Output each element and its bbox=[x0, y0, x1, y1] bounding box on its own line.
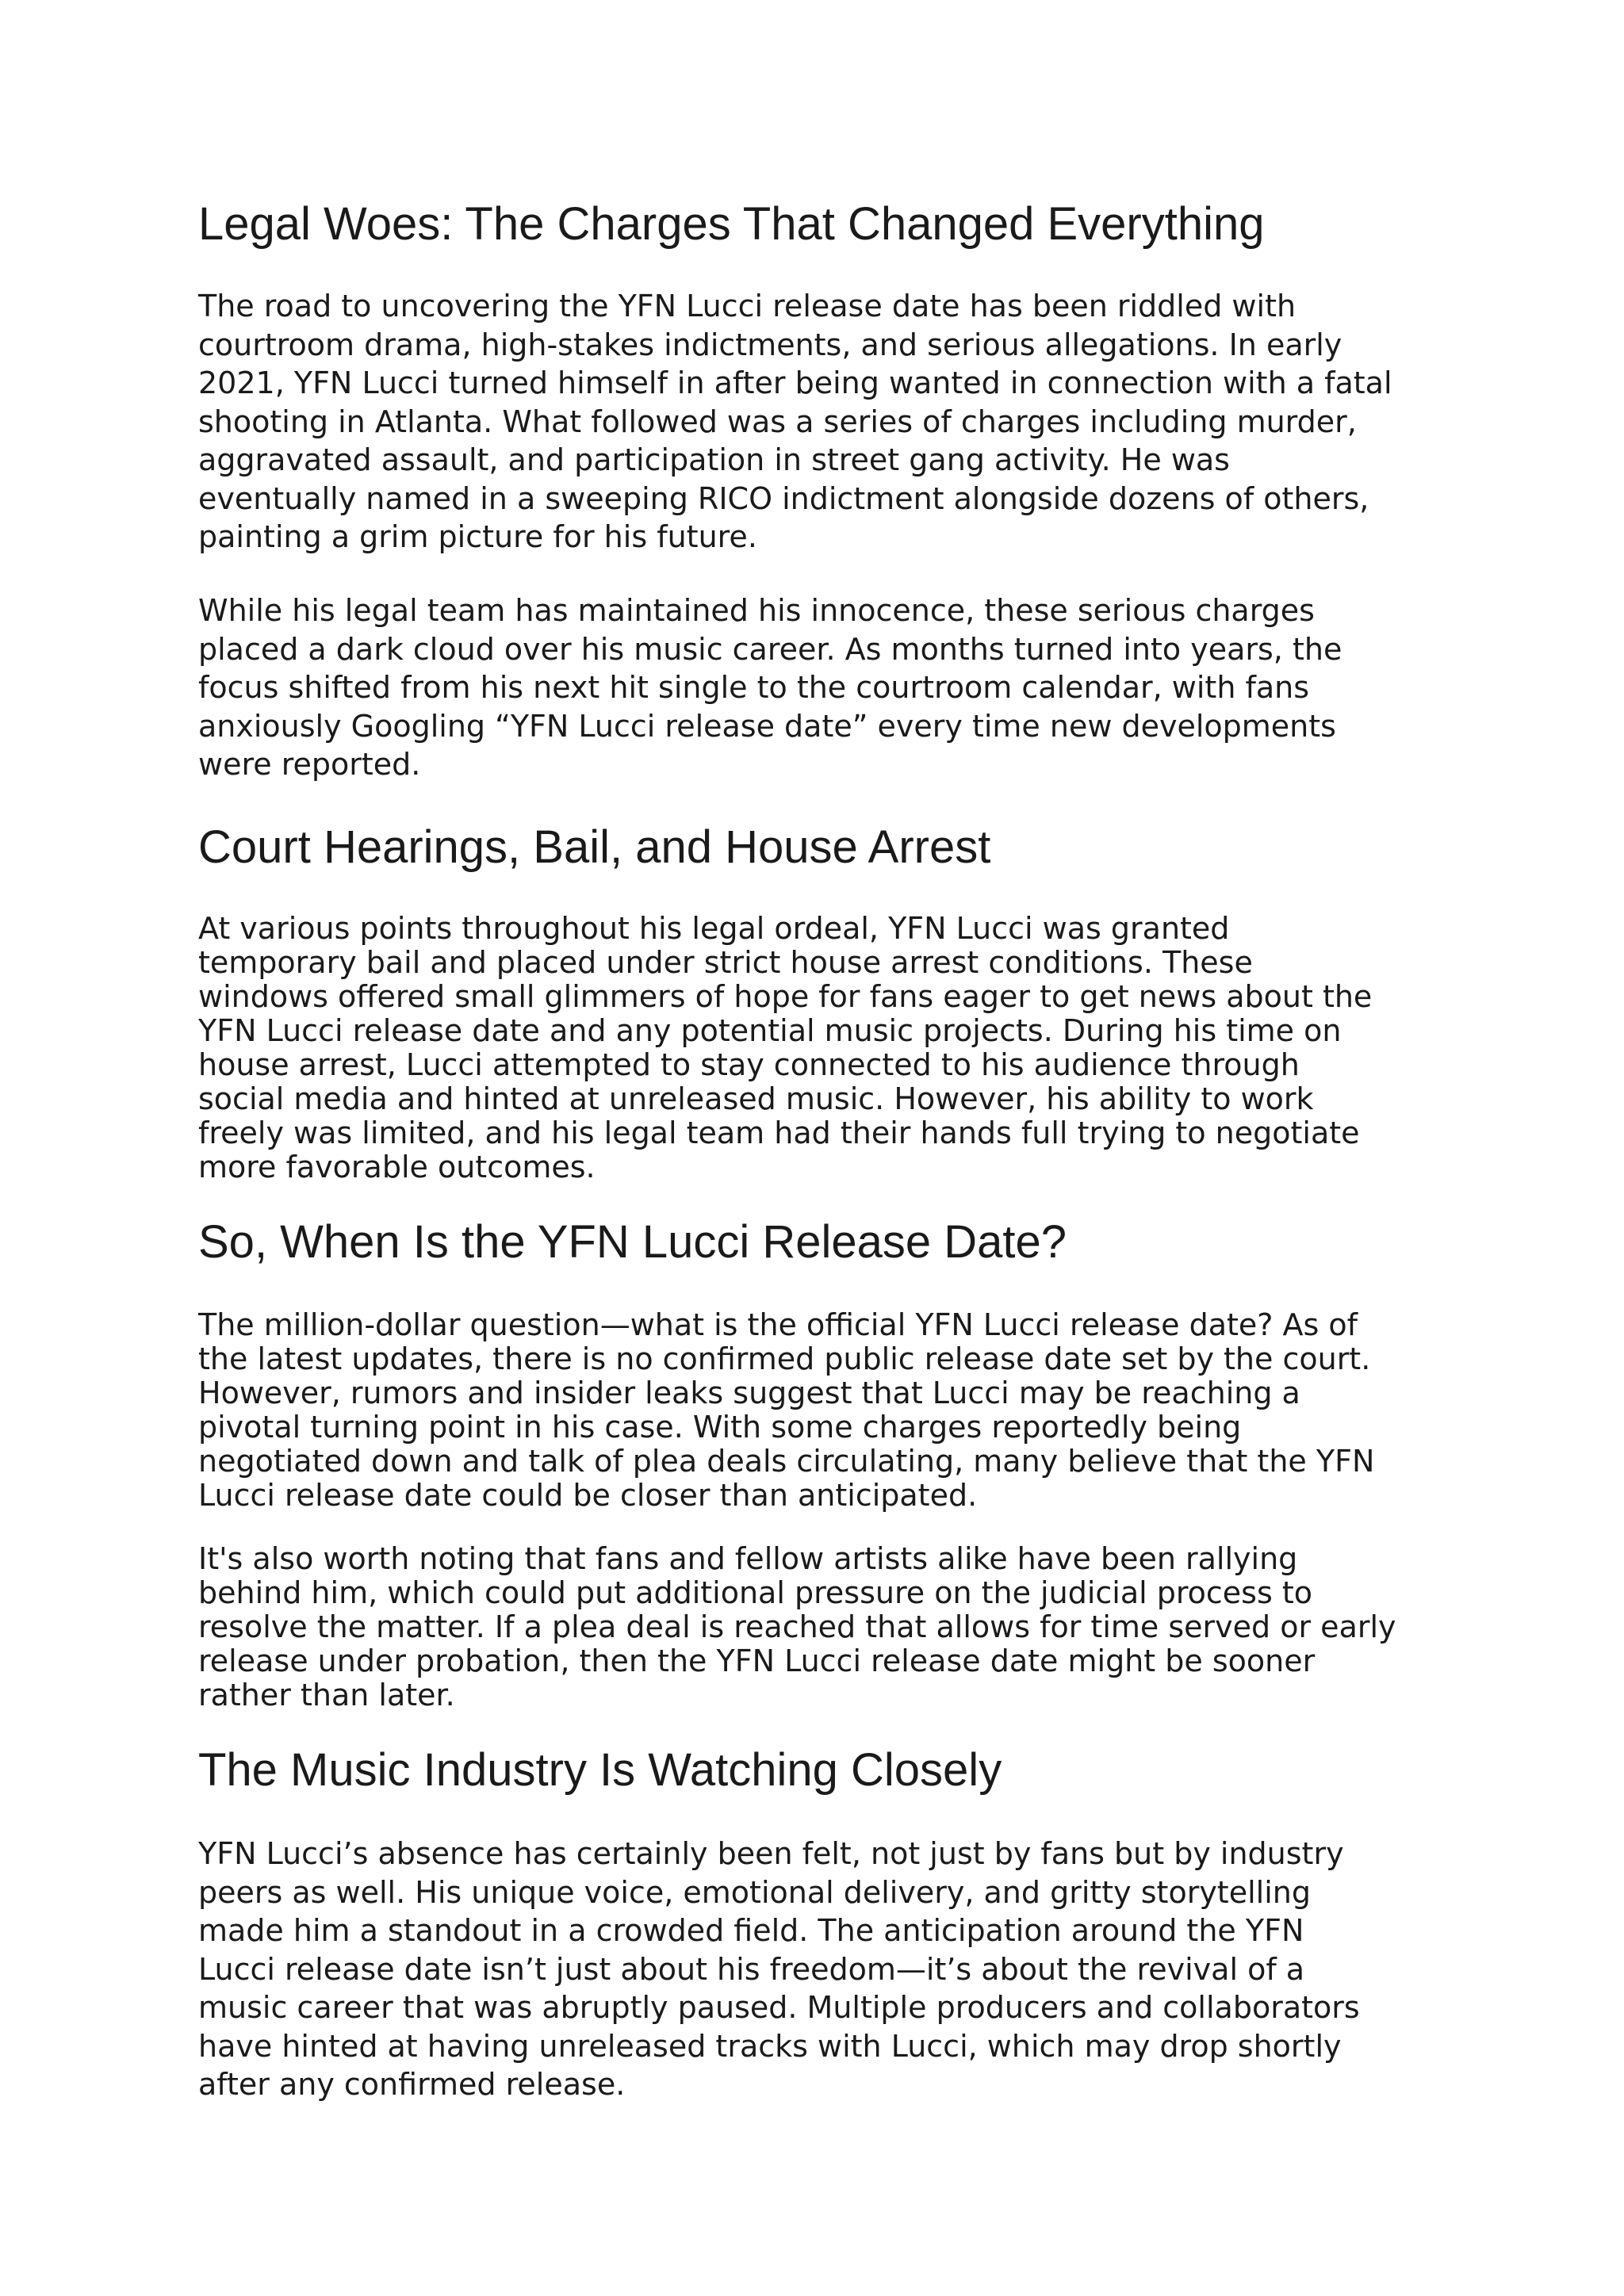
text-line: eventually named in a sweeping RICO indictment alongside dozens of others, bbox=[198, 480, 1369, 516]
text-line: YFN Lucci release date and any potential music projects. During his time on bbox=[198, 1013, 1342, 1048]
text-line: freely was limited, and his legal team had their hands full trying to negotiate bbox=[198, 1115, 1360, 1150]
text-line: more favorable outcomes. bbox=[198, 1150, 596, 1184]
text-line: music career that was abruptly paused. Multiple producers and collaborators bbox=[198, 1990, 1360, 2025]
text-line: behind him, which could put additional pressure on the judicial process to bbox=[198, 1575, 1312, 1610]
text-line: placed a dark cloud over his music career. As months turned into years, the bbox=[198, 631, 1342, 667]
text-line: 2021, YFN Lucci turned himself in after being wanted in connection with a fatal bbox=[198, 365, 1392, 400]
text-line: temporary bail and placed under strict house arrest conditions. These bbox=[198, 945, 1253, 980]
paragraph bbox=[198, 591, 1435, 784]
text-line: social media and hinted at unreleased music. However, his ability to work bbox=[198, 1081, 1314, 1116]
text-line: resolve the matter. If a plea deal is reached that allows for time served or early bbox=[198, 1609, 1396, 1644]
text-line: negotiated down and talk of plea deals circulating, many believe that the YFN bbox=[198, 1444, 1375, 1479]
text-line: At various points throughout his legal ordeal, YFN Lucci was granted bbox=[198, 911, 1230, 946]
section-heading-court-hearings: Court Hearings, Bail, and House Arrest bbox=[198, 821, 991, 873]
text-line: rather than later. bbox=[198, 1678, 455, 1712]
section-heading-music-industry: The Music Industry Is Watching Closely bbox=[198, 1744, 1002, 1796]
text-line: house arrest, Lucci attempted to stay connected to his audience through bbox=[198, 1047, 1300, 1082]
text-line: The million-dollar question—what is the official YFN Lucci release date? As of bbox=[198, 1307, 1358, 1342]
section-heading-release-date: So, When Is the YFN Lucci Release Date? bbox=[198, 1216, 1067, 1268]
text-line: However, rumors and insider leaks suggest that Lucci may be reaching a bbox=[198, 1376, 1300, 1410]
text-line: It's also worth noting that fans and fellow artists alike have been rallying bbox=[198, 1541, 1298, 1576]
text-line: after any confirmed release. bbox=[198, 2067, 626, 2102]
paragraph bbox=[198, 1542, 1435, 1712]
text-line: have hinted at having unreleased tracks with Lucci, which may drop shortly bbox=[198, 2028, 1342, 2064]
text-line: Lucci release date could be closer than anticipated. bbox=[198, 1478, 978, 1513]
text-line: courtroom drama, high-stakes indictments, and serious allegations. In early bbox=[198, 327, 1342, 362]
text-line: windows offered small glimmers of hope for fans eager to get news about the bbox=[198, 979, 1373, 1014]
text-line: peers as well. His unique voice, emotional delivery, and gritty storytelling bbox=[198, 1874, 1311, 1910]
text-line: shooting in Atlanta. What followed was a series of charges including murder, bbox=[198, 404, 1357, 439]
text-line: YFN Lucci’s absence has certainly been felt, not just by fans but by industry bbox=[198, 1836, 1344, 1871]
section-heading-legal-woes: Legal Woes: The Charges That Changed Everything bbox=[198, 198, 1265, 250]
paragraph bbox=[198, 287, 1435, 557]
paragraph bbox=[198, 912, 1435, 1184]
text-line: focus shifted from his next hit single to the courtroom calendar, with fans bbox=[198, 670, 1310, 705]
text-line: While his legal team has maintained his innocence, these serious charges bbox=[198, 593, 1315, 628]
text-line: Lucci release date isn’t just about his freedom—it’s about the revival of a bbox=[198, 1951, 1305, 1987]
text-line: aggravated assault, and participation in street gang activity. He was bbox=[198, 442, 1230, 477]
text-line: the latest updates, there is no confirmed public release date set by the court. bbox=[198, 1341, 1371, 1376]
paragraph bbox=[198, 1835, 1435, 2104]
paragraph bbox=[198, 1308, 1435, 1513]
text-line: pivotal turning point in his case. With some charges reportedly being bbox=[198, 1410, 1242, 1445]
text-line: made him a standout in a crowded field. The anticipation around the YFN bbox=[198, 1913, 1304, 1948]
text-line: anxiously Googling “YFN Lucci release date” every time new developments bbox=[198, 708, 1336, 744]
text-line: painting a grim picture for his future. bbox=[198, 519, 757, 554]
text-line: The road to uncovering the YFN Lucci release date has been riddled with bbox=[198, 289, 1297, 323]
text-line: release under probation, then the YFN Lucci release date might be sooner bbox=[198, 1644, 1316, 1678]
text-line: were reported. bbox=[198, 747, 421, 782]
